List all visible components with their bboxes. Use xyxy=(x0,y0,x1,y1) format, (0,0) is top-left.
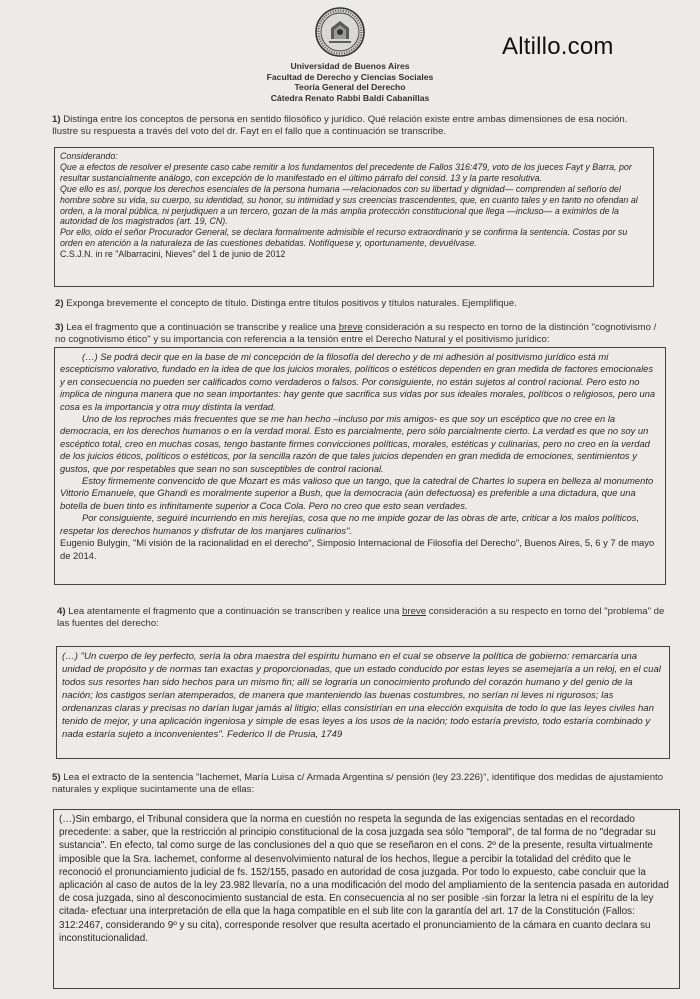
question-2 xyxy=(55,298,655,310)
university-seal-icon xyxy=(314,6,366,58)
question-text-end: consideración a su respecto en torno de la distinción "cognotivismo / no cognotivismo ético" y su importancia con referencia a la tensión entre el Derecho Natural y el positivismo jurídico: xyxy=(55,322,657,346)
header-university: Universidad de Buenos Aires xyxy=(290,61,410,71)
question-text: Distinga entre los conceptos de persona en sentido filosófico y jurídico. Qué relación existe entre ambas dimensiones de esa noción. Ilustre su respuesta a través del voto del dr. Fayt en el fallo que a continuación se transcribe. xyxy=(52,114,628,138)
question-number: 3) xyxy=(55,322,64,333)
question-text-end: consideración a su respecto en torno del "problema" de las fuentes del derecho: xyxy=(57,606,665,630)
question-number: 1) xyxy=(52,114,61,125)
excerpt-box-4 xyxy=(56,646,670,759)
excerpt-paragraph: Estoy firmemente convencido de que Mozart es más valioso que un tango, que la catedral de Chartes lo supera en belleza al monumento Vittorio Emanuele, que Ghandi es moralmente superior a Bush, que la democracia (aún defectuosa) es preferible a una dictadura, que una botella de buen tinto es infinitamente superior a Coca Cola. Pero no creo que esto sean verdades. xyxy=(60,475,654,511)
question-number: 4) xyxy=(57,606,66,617)
excerpt-box-3 xyxy=(54,347,666,585)
excerpt-paragraph: Que ello es así, porque los derechos esenciales de la persona humana —relacionados con su libertad y dignidad— comprenden al señorío del hombre sobre su vida, su cuerpo, su identidad, su honor, su intimidad y sus creencias trascendentes, que, en cuanto tales y en tanto no ofendan al orden, a la moral pública, ni perjudiquen a un tercero, gozan de la más amplia protección constitucional que llega —incluso— a eximirlos de la autoridad de los magistrados (art. 19, CN). xyxy=(60,183,638,227)
question-number: 2) xyxy=(55,298,64,309)
header-course: Teoría General del Derecho xyxy=(294,82,406,92)
header-chair: Cátedra Renato Rabbi Baldi Cabanillas xyxy=(270,92,430,103)
excerpt-citation: Eugenio Bulygin, "Mi visión de la racionalidad en el derecho", Simposio Internacional de Filosofía del Derecho", Buenos Aires, 5, 6 y 7 de mayo de 2014. xyxy=(60,537,655,561)
excerpt-heading: Considerando: xyxy=(60,151,118,161)
header-faculty: Facultad de Derecho y Ciencias Sociales xyxy=(266,71,434,82)
question-1 xyxy=(52,114,642,139)
excerpt-box-5 xyxy=(53,809,680,989)
question-text: Lea el extracto de la sentencia "Iachemet, María Luisa c/ Armada Argentina s/ pensión (ley 23.226)", identifique dos medidas de ajustamiento naturales y explique sucintamente una de ellas: xyxy=(52,772,664,796)
excerpt-paragraph: (…)Sin embargo, el Tribunal considera que la norma en cuestión no respeta la segunda de las exigencias sentadas en el recordado precedente: a saber, que la restricción al principio constitucional de la cosa juzgada sea sólo "temporal", de tal forma de no "degradar su sustancia". En efecto, tal como surge de las conclusiones del a quo que se reseñaron en el cons. 2º de la presente, resulta virtualmente imposible que la Sra. Iachemet, conforme al desenvolvimiento natural de los hechos, llegue a percibir la totalidad del crédito que le reconoció el pronunciamiento judicial de fs. 152/155, pasado en autoridad de cosa juzgada. Por todo lo expuesto, cabe concluir que la aplicación al caso de autos de la ley 23.982 llevaría, no a una modificación del modo del ampliamiento de la sentencia pasada en autoridad de cosa juzgada, sino al desconocimiento sustancial de esta. En consecuencia al no ser posible -sin forzar la letra ni el espíritu de la ley citada- efectuar una interpretación de ella que la haga compatible en el sub lite con la garantía del art. 17 de la Constitución (Fallos: 312:2467, considerando 9º y su cita), corresponde resolver que resulta acertado el pronunciamiento de la cámara en cuanto declara su inconstitucionalidad. xyxy=(59,814,669,944)
excerpt-paragraph: Que a efectos de resolver el presente caso cabe remitir a los fundamentos del precedente de Fallos 316:479, voto de los jueces Fayt y Barra, por resultar sustancialmente análogo, con excepción de lo manifestado en el último párrafo del consid. 13 y la parte resolutiva. xyxy=(60,161,632,183)
document-header xyxy=(200,61,500,103)
excerpt-paragraph: Por ello, oído el señor Procurador General, se declara formalmente admisible el recurso extraordinario y se confirma la sentencia. Costas por su orden en atención a la naturaleza de las cuestiones debatidas. Notifíquese y, oportunamente, devuélvase. xyxy=(60,227,628,249)
excerpt-paragraph: (…) Se podrá decir que en la base de mi concepción de la filosofía del derecho y de mi adhesión al positivismo jurídico está mi escepticismo valorativo, fundado en la idea de que los juicios morales, políticos o estéticos dependen en gran medida de factores emocionales y en consecuencia no pueden ser calificados como verdaderos o falsos. Por consiguiente, no están sujetos al control racional. Pero esto no implica de ninguna manera que no sean importantes: hay gente que sacrifica sus vidas por sus ideales morales, políticos o religiosos, pero una cosa es la importancia y otra muy distinta la verdad. xyxy=(60,351,656,412)
excerpt-paragraph: Por consiguiente, seguiré incurriendo en mis herejías, cosa que no me impide gozar de las obras de arte, criticar a los malos políticos, respetar los derechos humanos y disfrutar de los manjares culinarios". xyxy=(60,512,640,536)
question-3 xyxy=(55,322,660,347)
question-text: Exponga brevemente el concepto de título. Distinga entre títulos positivos y títulos naturales. Ejemplifique. xyxy=(66,298,517,309)
question-5 xyxy=(52,772,672,797)
excerpt-citation: C.S.J.N. in re "Albarracini, Nieves" del 1 de junio de 2012 xyxy=(60,249,286,260)
question-4 xyxy=(57,606,667,631)
question-number: 5) xyxy=(52,772,61,783)
excerpt-box-1 xyxy=(54,147,654,287)
question-text-start: Lea atentamente el fragmento que a continuación se transcriben y realice una xyxy=(68,606,403,617)
excerpt-paragraph: (…) "Un cuerpo de ley perfecto, sería la obra maestra del espíritu humano en el cual se observe la política de gobierno: remarcaría una unidad de propósito y de normas tan exactas y proporcionadas, que un estado conducido por estas leyes se asemejaría a un reloj, en el cual todos sus resortes han sido hechos para un mismo fin; allí se lograría un conocimiento profundo del corazón humano y del genio de la nación; los castigos serían atemperados, de manera que manteniendo las buenas costumbres, no serían ni leves ni rigurosos; las ordenanzas claras y precisas no darían lugar jamás al litigio; ellas consistirían en una elección exquisita de todo lo que las leyes civiles han tenido de mejor, y una aplicación ingeniosa y simple de esas leyes a los usos de la nación; todo estaría previsto, todo estaría combinado y nada estaría sujeto a inconvenientes". Federico II de Prusia, 1749 xyxy=(62,651,661,740)
question-emphasis: breve xyxy=(338,322,363,333)
question-emphasis: breve xyxy=(402,606,427,617)
site-watermark[interactable]: Altillo.com xyxy=(502,33,614,60)
question-text-start: Lea el fragmento que a continuación se transcribe y realice una xyxy=(66,322,339,333)
excerpt-paragraph: Uno de los reproches más frecuentes que se me han hecho –incluso por mis amigos- es que soy un escéptico que no cree en la democracia, en los derechos humanos o en la verdad moral. Esto es parcialmente, pero sólo parcialmente cierto. La verdad es que no soy un escéptico total, creo en muchas cosas, tengo bastante firmes convicciones políticas, morales, estéticas y culinarias, pero no creo en la verdad de los juicios éticos, políticos o estéticos, por la sencilla razón de que tales juicios dependen en gran medida de emociones, sentimientos y gustos, que por respetables que sean no son susceptibles de control racional. xyxy=(60,413,650,474)
